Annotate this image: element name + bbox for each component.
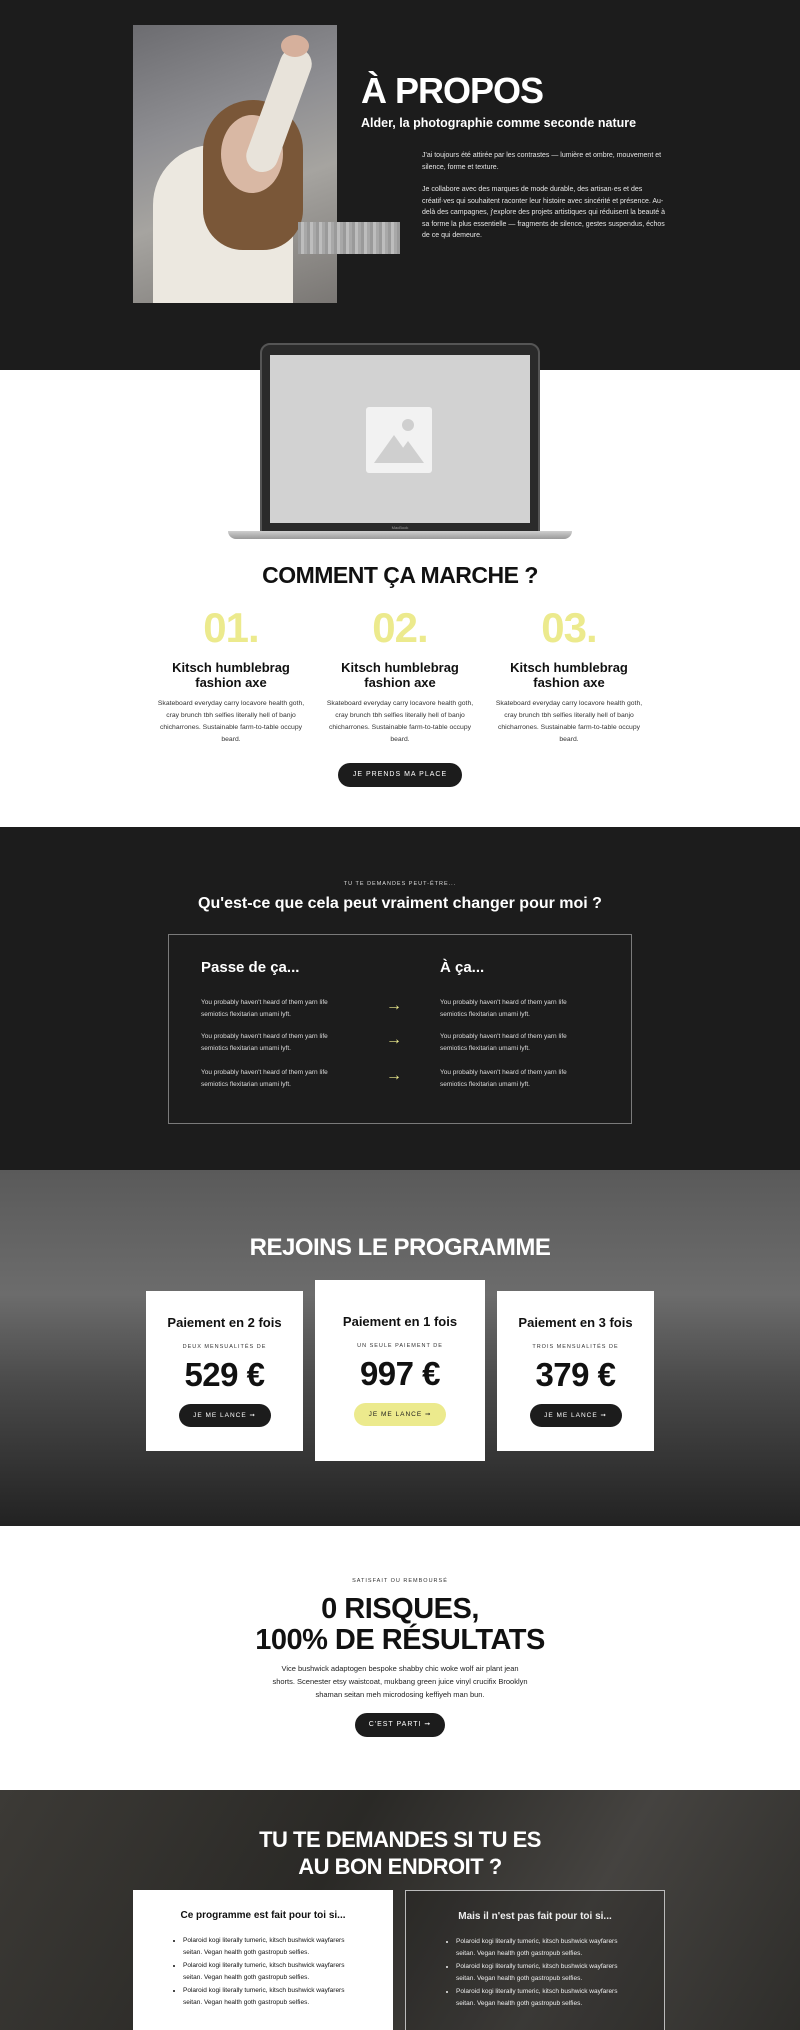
pricing-price: 529 € — [184, 1356, 265, 1393]
step-number: 02. — [372, 604, 428, 651]
program-title: REJOINS LE PROGRAMME — [249, 1234, 551, 1261]
about-paragraph: J'ai toujours été attirée par les contrastes — lumière et ombre, mouvement et silence, forme et texture. — [422, 152, 662, 171]
pricing-card-2x — [146, 1291, 303, 1451]
after-item: You probably haven't heard of them yarn life semiotics flexitarian umami lyft. — [440, 1033, 567, 1052]
arrow-right-icon: → — [386, 1067, 402, 1084]
list-item: • Polaroid kogi literally tumeric, kitsch bushwick wayfarers seitan. Vegan health goth gastropub selfies. — [183, 1985, 353, 2008]
for-you-list — [173, 1935, 353, 2008]
about-title: À PROPOS — [361, 70, 544, 111]
how-title: COMMENT ÇA MARCHE ? — [262, 562, 538, 588]
portrait-photo — [133, 25, 337, 303]
step-title: Kitsch humblebrag fashion axe — [172, 660, 290, 690]
not-for-you-card — [405, 1890, 665, 2030]
guarantee-text: Vice bushwick adaptogen bespoke shabby chic woke wolf air plant jean shorts. Scenester etsy waistcoat, mukbang green juice vinyl crucifix Brooklyn shaman seitan meh microdosing keffiyeh man bun. — [272, 1664, 528, 1699]
pricing-subtitle: TROIS MENSUALITÉS DE — [532, 1344, 619, 1350]
pricing-price: 997 € — [359, 1355, 441, 1392]
guarantee-eyebrow: SATISFAIT OU REMBOURSÉ — [352, 1578, 448, 1584]
step-text: Skateboard everyday carry locavore health goth, cray brunch tbh selfies literally hell of banjo chicharrones. Sustainable farm-to-table occupy beard. — [157, 700, 305, 743]
step-number: 01. — [203, 604, 259, 651]
pricing-subtitle: UN SEULE PAIEMENT DE — [357, 1343, 443, 1349]
change-title: Qu'est-ce que cela peut vraiment changer pour moi ? — [198, 895, 602, 912]
start-button[interactable]: JE ME LANCE ➞ — [530, 1404, 622, 1427]
step-1 — [156, 604, 306, 746]
guarantee-title — [0, 1594, 800, 1656]
for-you-card — [133, 1890, 393, 2030]
list-item: • Polaroid kogi literally tumeric, kitsch bushwick wayfarers seitan. Vegan health goth gastropub selfies. — [456, 1961, 624, 1984]
before-item: You probably haven't heard of them yarn life semiotics flexitarian umami lyft. — [201, 1069, 328, 1088]
guarantee-title-line2: 100% DE RÉSULTATS — [255, 1624, 545, 1656]
step-number: 03. — [541, 604, 597, 651]
about-text — [422, 150, 672, 253]
change-section — [0, 827, 800, 1170]
laptop-mockup — [0, 343, 800, 543]
pricing-subtitle: DEUX MENSUALITÉS DE — [182, 1344, 267, 1350]
texture-strip-image — [298, 222, 400, 254]
right-place-title-line2: AU BON ENDROIT ? — [298, 1854, 502, 1879]
pricing-title: Paiement en 1 fois — [342, 1314, 458, 1329]
right-place-title — [0, 1826, 800, 1880]
step-title: Kitsch humblebrag fashion axe — [341, 660, 459, 690]
before-item: You probably haven't heard of them yarn life semiotics flexitarian umami lyft. — [201, 999, 328, 1018]
after-title: À ça... — [440, 959, 485, 976]
step-3 — [494, 604, 644, 746]
list-item: • Polaroid kogi literally tumeric, kitsch bushwick wayfarers seitan. Vegan health goth gastropub selfies. — [456, 1986, 624, 2009]
before-title: Passe de ça... — [201, 959, 300, 976]
step-2 — [325, 604, 475, 746]
for-you-title: Ce programme est fait pour toi si... — [180, 1910, 346, 1921]
arrow-right-icon: → — [386, 997, 402, 1014]
after-item: You probably haven't heard of them yarn life semiotics flexitarian umami lyft. — [440, 1069, 567, 1088]
program-section — [0, 1170, 800, 1526]
change-eyebrow: TU TE DEMANDES PEUT-ÊTRE... — [343, 881, 457, 887]
pricing-card-1x — [315, 1280, 485, 1461]
step-title: Kitsch humblebrag fashion axe — [510, 660, 628, 690]
step-text: Skateboard everyday carry locavore health goth, cray brunch tbh selfies literally hell of banjo chicharrones. Sustainable farm-to-table occupy beard. — [495, 700, 643, 743]
arrow-right-icon: → — [386, 1031, 402, 1048]
after-item: You probably haven't heard of them yarn life semiotics flexitarian umami lyft. — [440, 999, 567, 1018]
image-placeholder-icon — [366, 407, 432, 473]
step-text: Skateboard everyday carry locavore health goth, cray brunch tbh selfies literally hell of banjo chicharrones. Sustainable farm-to-table occupy beard. — [326, 700, 474, 743]
not-for-you-list — [446, 1936, 624, 2009]
comparison-box — [168, 934, 632, 1124]
before-item: You probably haven't heard of them yarn life semiotics flexitarian umami lyft. — [201, 1033, 328, 1052]
pricing-price: 379 € — [535, 1356, 616, 1393]
list-item: • Polaroid kogi literally tumeric, kitsch bushwick wayfarers seitan. Vegan health goth gastropub selfies. — [183, 1935, 353, 1958]
start-button[interactable]: JE ME LANCE ➞ — [354, 1403, 446, 1426]
not-for-you-title: Mais il n'est pas fait pour toi si... — [458, 1911, 612, 1922]
take-my-place-button[interactable]: JE PRENDS MA PLACE — [338, 763, 462, 787]
list-item: • Polaroid kogi literally tumeric, kitsch bushwick wayfarers seitan. Vegan health goth gastropub selfies. — [183, 1960, 353, 1983]
about-paragraph: Je collabore avec des marques de mode durable, des artisan·es et des créatif·ves qui souhaitent raconter leur histoire avec sincérité et présence. Au-delà des campagnes, j'explore des projets artistiques qui réduisent la beauté à sa forme la plus essentielle — fragments de silence, gestes suspendus, échos de ce qui demeure. — [422, 186, 665, 239]
lets-go-button[interactable]: C'EST PARTI ➞ — [355, 1713, 445, 1737]
pricing-card-3x — [497, 1291, 654, 1451]
list-item: • Polaroid kogi literally tumeric, kitsch bushwick wayfarers seitan. Vegan health goth gastropub selfies. — [456, 1936, 624, 1959]
pricing-title: Paiement en 3 fois — [518, 1315, 633, 1330]
about-section — [0, 0, 800, 370]
start-button[interactable]: JE ME LANCE ➞ — [179, 1404, 271, 1427]
right-place-section — [0, 1790, 800, 2030]
laptop-brand-label: MacBook — [391, 525, 409, 530]
about-subtitle: Alder, la photographie comme seconde nature — [361, 116, 637, 130]
pricing-title: Paiement en 2 fois — [167, 1315, 282, 1330]
guarantee-title-line1: 0 RISQUES, — [321, 1593, 479, 1625]
right-place-title-line1: TU TE DEMANDES SI TU ES — [259, 1827, 541, 1852]
